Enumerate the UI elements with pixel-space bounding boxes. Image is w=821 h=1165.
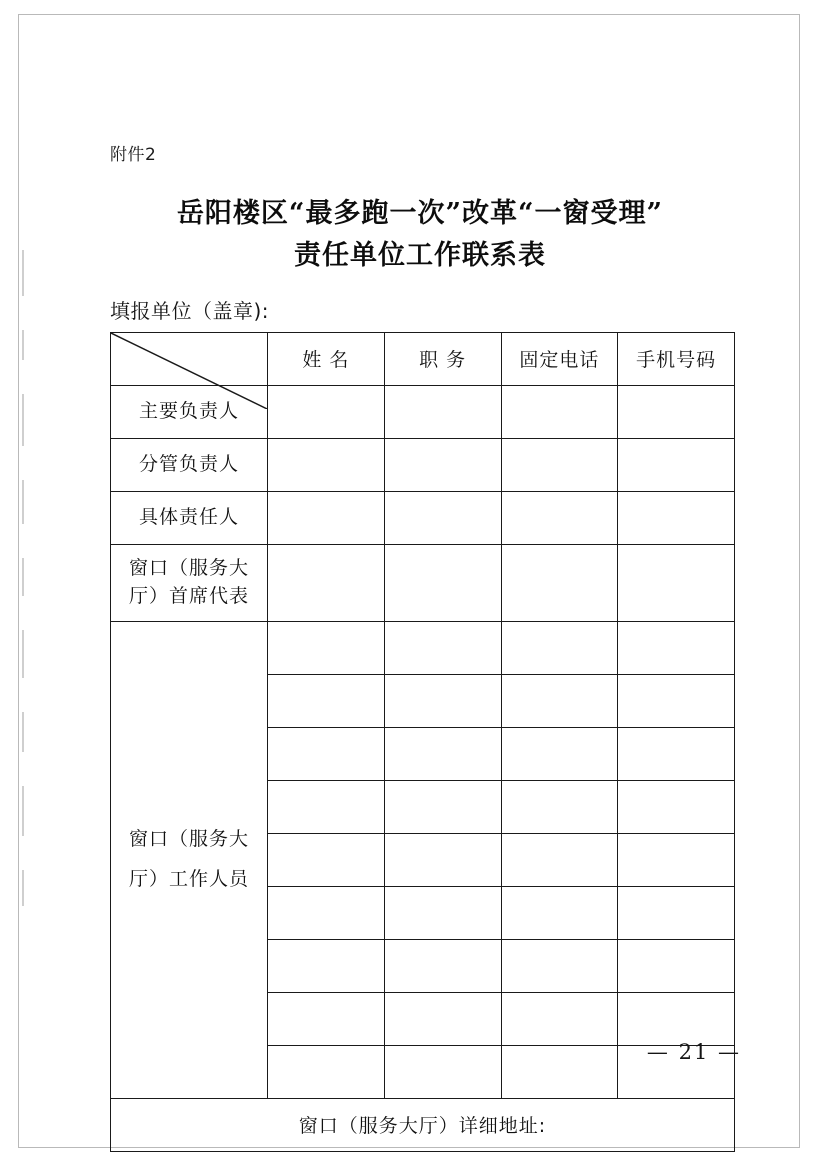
cell-name[interactable] xyxy=(268,438,385,491)
column-header-name: 姓 名 xyxy=(268,332,385,385)
cell-name[interactable] xyxy=(268,939,385,992)
page-number: — 21 — xyxy=(646,1040,741,1064)
cell-mobile[interactable] xyxy=(618,385,735,438)
row-label-window-staff xyxy=(111,621,268,1098)
page-title-line-2: 责任单位工作联系表 xyxy=(294,239,546,271)
cell-name[interactable] xyxy=(268,621,385,674)
table-header-row xyxy=(111,332,735,385)
cell-landline[interactable] xyxy=(501,939,618,992)
cell-name[interactable] xyxy=(268,992,385,1045)
cell-position[interactable] xyxy=(384,833,501,886)
page-title-line-1: 岳阳楼区“最多跑一次”改革“一窗受理” xyxy=(176,198,664,229)
row-label-main-leader: 主要负责人 xyxy=(111,385,268,438)
cell-landline[interactable] xyxy=(501,544,618,621)
row-label-chief-representative: 窗口（服务大厅）首席代表 xyxy=(111,544,268,621)
cell-landline[interactable] xyxy=(501,780,618,833)
table-row xyxy=(111,491,735,544)
column-header-position: 职 务 xyxy=(384,332,501,385)
cell-landline[interactable] xyxy=(501,491,618,544)
cell-landline[interactable] xyxy=(501,886,618,939)
cell-mobile[interactable] xyxy=(618,438,735,491)
diagonal-divider-icon xyxy=(111,333,267,409)
cell-mobile[interactable] xyxy=(618,621,735,674)
binding-marks xyxy=(22,250,25,1050)
cell-mobile[interactable] xyxy=(618,674,735,727)
row-label-responsible-person: 具体责任人 xyxy=(111,491,268,544)
column-header-landline: 固定电话 xyxy=(501,332,618,385)
cell-landline[interactable] xyxy=(501,385,618,438)
cell-position[interactable] xyxy=(384,491,501,544)
table-corner-cell xyxy=(111,332,268,385)
attachment-label: 附件2 xyxy=(110,145,157,165)
cell-mobile[interactable] xyxy=(618,992,735,1045)
address-row xyxy=(111,1098,735,1151)
cell-position[interactable] xyxy=(384,621,501,674)
staff-row-1 xyxy=(111,621,735,674)
cell-position[interactable] xyxy=(384,1045,501,1098)
page-title xyxy=(110,193,740,277)
cell-position[interactable] xyxy=(384,780,501,833)
cell-mobile[interactable] xyxy=(618,491,735,544)
table-row xyxy=(111,544,735,621)
cell-position[interactable] xyxy=(384,544,501,621)
cell-landline[interactable] xyxy=(501,833,618,886)
row-label-deputy-leader: 分管负责人 xyxy=(111,438,268,491)
cell-mobile[interactable] xyxy=(618,939,735,992)
cell-position[interactable] xyxy=(384,385,501,438)
cell-mobile[interactable] xyxy=(618,833,735,886)
cell-name[interactable] xyxy=(268,1045,385,1098)
fill-unit-label: 填报单位（盖章): xyxy=(110,298,270,323)
cell-mobile[interactable] xyxy=(618,544,735,621)
cell-position[interactable] xyxy=(384,727,501,780)
cell-mobile[interactable] xyxy=(618,780,735,833)
cell-name[interactable] xyxy=(268,886,385,939)
cell-mobile[interactable] xyxy=(618,727,735,780)
cell-landline[interactable] xyxy=(501,992,618,1045)
row-label-window-staff-line-2: 厅）工作人员 xyxy=(128,867,249,890)
cell-name[interactable] xyxy=(268,833,385,886)
cell-position[interactable] xyxy=(384,992,501,1045)
cell-position[interactable] xyxy=(384,674,501,727)
cell-name[interactable] xyxy=(268,385,385,438)
cell-landline[interactable] xyxy=(501,727,618,780)
row-label-window-staff-line-1: 窗口（服务大 xyxy=(128,827,249,850)
cell-name[interactable] xyxy=(268,727,385,780)
cell-mobile[interactable] xyxy=(618,886,735,939)
cell-name[interactable] xyxy=(268,544,385,621)
table-row xyxy=(111,438,735,491)
cell-position[interactable] xyxy=(384,939,501,992)
cell-landline[interactable] xyxy=(501,1045,618,1098)
column-header-mobile: 手机号码 xyxy=(618,332,735,385)
cell-position[interactable] xyxy=(384,438,501,491)
address-label[interactable]: 窗口（服务大厅）详细地址: xyxy=(111,1098,735,1151)
cell-name[interactable] xyxy=(268,491,385,544)
cell-name[interactable] xyxy=(268,674,385,727)
cell-position[interactable] xyxy=(384,886,501,939)
contact-form-table xyxy=(110,332,735,1152)
cell-name[interactable] xyxy=(268,780,385,833)
cell-landline[interactable] xyxy=(501,438,618,491)
cell-landline[interactable] xyxy=(501,621,618,674)
cell-landline[interactable] xyxy=(501,674,618,727)
document-content xyxy=(110,140,740,1152)
